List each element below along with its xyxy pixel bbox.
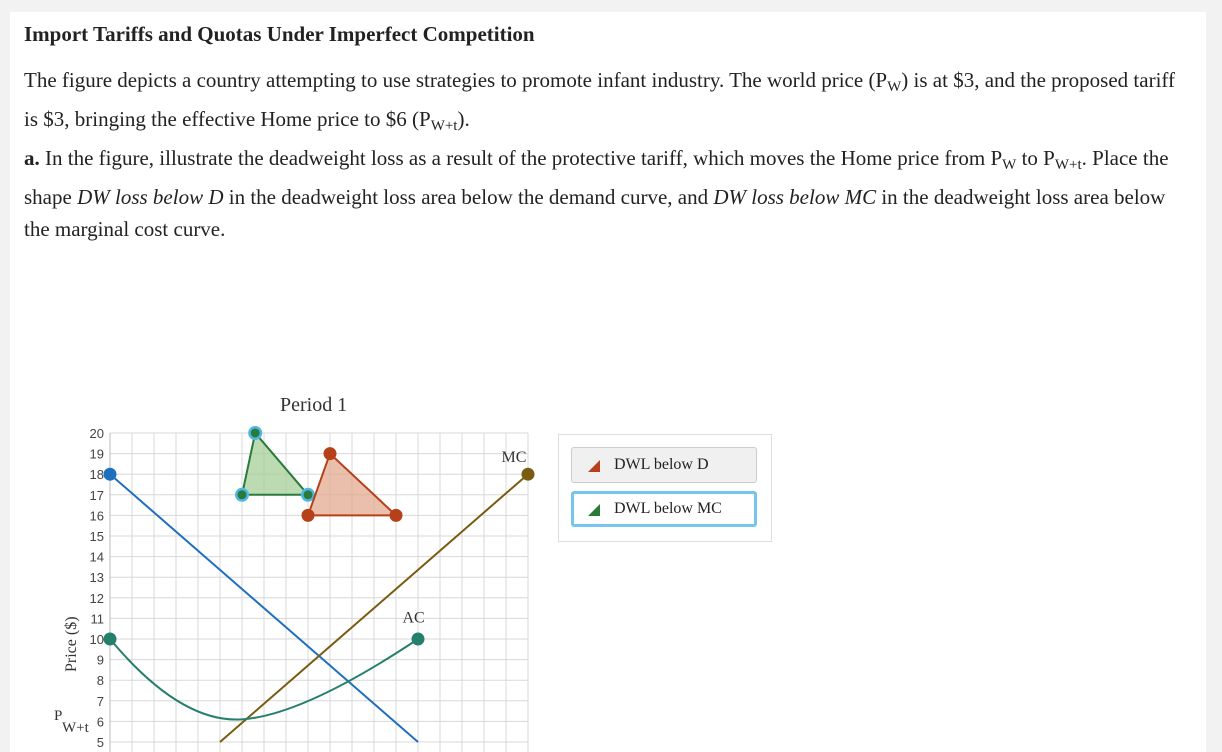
y-tick-label: 17 — [89, 487, 104, 503]
question-text-4: in the deadweight loss area below the demand curve, and — [223, 185, 714, 209]
question-em-2: DW loss below MC — [713, 185, 877, 209]
page-title: Import Tariffs and Quotas Under Imperfect Competition — [24, 22, 535, 46]
mc-handle[interactable] — [522, 468, 535, 481]
y-tick-label: 18 — [89, 467, 104, 483]
question-text-1: In the figure, illustrate the deadweight loss as a result of the protective tariff, which moves the Home price from P — [39, 146, 1003, 170]
y-tick-label: 11 — [90, 611, 104, 627]
y-tick-label: 5 — [96, 735, 104, 750]
y-tick-label: 10 — [89, 632, 104, 647]
shape-vertex-handle[interactable] — [238, 490, 247, 499]
question-em-1: DW loss below D — [77, 185, 224, 209]
demand-handle[interactable] — [104, 468, 117, 481]
question-card — [10, 12, 1206, 752]
y-axis-label: Price ($) — [63, 616, 80, 672]
shape-vertex-handle[interactable] — [324, 447, 337, 460]
question-text-3: . Place the shape — [24, 146, 1169, 209]
intro-sub-2: W+t — [430, 118, 458, 134]
ac-handle-right[interactable] — [412, 633, 425, 646]
intro-text-2: ) is at $3, and the proposed tariff is $3, bringing the effective Home price to $6 (P — [24, 68, 1176, 131]
y-tick-label: 19 — [89, 446, 104, 462]
shape-vertex-handle[interactable] — [304, 490, 313, 499]
shape-vertex-handle[interactable] — [251, 429, 260, 438]
question-label: a. — [24, 146, 40, 170]
palette-item-dwl-below-d[interactable] — [571, 447, 757, 483]
question-sub-1: W — [1002, 157, 1017, 173]
chart[interactable] — [10, 12, 1206, 752]
question-text-2: to P — [1016, 146, 1055, 170]
intro-text-1: The figure depicts a country attempting to use strategies to promote infant industry. The world price (P — [24, 68, 888, 92]
chart-title: Period 1 — [280, 394, 348, 416]
y-tick-label: 6 — [96, 714, 104, 730]
shape-palette — [558, 434, 772, 542]
y-tick-label: 13 — [89, 570, 104, 586]
question-sub-2: W+t — [1054, 157, 1082, 173]
pwt-label-sub: W+t — [62, 720, 89, 736]
curve-label-mc: MC — [501, 449, 527, 467]
palette-item-label: DWL below D — [614, 456, 709, 473]
palette-item-label: DWL below MC — [614, 500, 722, 517]
shape-vertex-handle[interactable] — [390, 509, 403, 522]
y-tick-label: 8 — [96, 673, 104, 689]
y-tick-label: 9 — [96, 652, 104, 668]
y-tick-label: 15 — [89, 529, 104, 544]
y-tick-label: 14 — [89, 549, 104, 565]
triangle-icon — [588, 504, 600, 516]
ac-handle-left[interactable] — [104, 633, 117, 646]
y-tick-label: 7 — [96, 693, 104, 709]
y-tick-label: 16 — [89, 508, 104, 524]
shape-dwl-below-mc[interactable] — [242, 433, 308, 495]
pwt-label: P — [54, 708, 63, 724]
y-tick-label: 12 — [89, 590, 104, 606]
triangle-icon — [588, 460, 600, 472]
question-text-5: in the deadweight loss area below the marginal cost curve. — [24, 185, 1166, 241]
curve-label-ac: AC — [402, 609, 425, 627]
y-tick-label: 20 — [89, 426, 104, 441]
palette-item-dwl-below-mc[interactable] — [571, 491, 757, 527]
intro-text-3: ). — [457, 107, 470, 131]
shape-vertex-handle[interactable] — [302, 509, 315, 522]
intro-sub-1: W — [887, 79, 902, 95]
